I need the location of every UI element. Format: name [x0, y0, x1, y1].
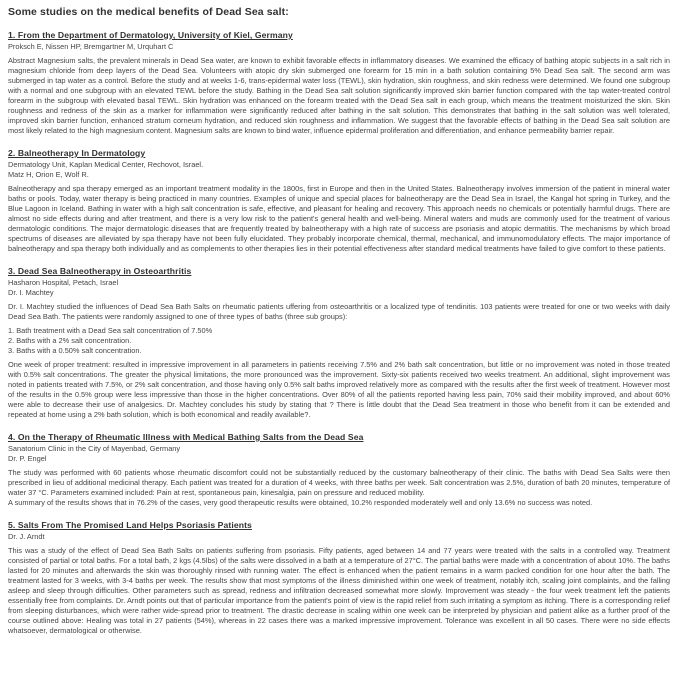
- section-3-authors: Dr. I. Machtey: [8, 288, 54, 297]
- bath-type-list-item-3: 3. Baths with a 0.50% salt concentration.: [8, 346, 142, 355]
- bath-type-list-item-2: 2. Baths with a 2% salt concentration.: [8, 336, 132, 345]
- section-3-results: One week of proper treatment: resulted in impressive improvement in all parameters in patients receiving 7.5% and 2% bath salt concentration, but little or no improvement was noted in those treated with 0.5% salt concentrations. The greater the physical limitations, the more pronounced was the improvement. Sixty-six patients received two weeks treatment. An additional, slight improvement was noted in patients treated with 7.5%, or 2% salt concentration, and those having only 0.5% salt baths improved relatively more as compared with the results after the first week of treatment. However most of the results in the 0.5% group were less impressive than those in the higher concentrations. Over 80% of all the patients reported having less pain, 70% said their mobility improved, and about 60% were able to decrease their use of analgesics. Dr. Machtey concludes his study by stating that ? There is little doubt that the Dead Sea treatment in those who benefit from it can be extended and repeated at home using a 2% bath solution, which is both economical and readily available?.: [8, 360, 670, 419]
- section-1-authors: Proksch E, Nissen HP, Bremgartner M, Urquhart C: [8, 42, 174, 51]
- section-3-heading: 3. Dead Sea Balneotherapy in Osteoarthritis: [8, 266, 192, 276]
- document-title: Some studies on the medical benefits of Dead Sea salt:: [8, 6, 289, 18]
- section-3-intro: Dr. I. Machtey studied the influences of Dead Sea Bath Salts on rheumatic patients uffering from osteoarthritis or a localized type of tendinitis. 103 patients were treated for one or two weeks with daily Dead Sea Bath. The patients were randomly assigned to one of three types of baths (three sub groups):: [8, 302, 670, 321]
- section-1-heading: 1. From the Department of Dermatology, University of Kiel, Germany: [8, 30, 293, 40]
- section-5-authors: Dr. J. Arndt: [8, 532, 45, 541]
- section-2-heading: 2. Balneotherapy In Dermatology: [8, 148, 146, 158]
- section-psoriasis: [8, 520, 670, 636]
- bath-type-list: [8, 326, 670, 356]
- section-rheumatic-illness: [8, 432, 670, 508]
- section-1-abstract: Abstract Magnesium salts, the prevalent minerals in Dead Sea water, are known to exhibit favorable effects in inflammatory diseases. We examined the efficacy of bathing atopic subjects in a salt rich in magnesium chloride from deep layers of the Dead Sea. Volunteers with atopic dry skin submerged one forearm for 15 min in a bath solution containing 5% Dead Sea salt. The second arm was submerged in tap water as a control. Before the study and at weeks 1-6, trans-epidermal water loss (TEWL), skin hydration, skin roughness, and skin redness were determined. We found one subgroup with a normal and one subgroup with an elevated TEWL before the study. Bathing in the Dead Sea salt solution significantly improved skin barrier function compared with the tap water-treated control forearm in the subgroup with elevated basal TEWL. Skin hydration was enhanced on the forearm treated with the Dead Sea salt in each group, which means the treatment moisturized the skin. Skin roughness and redness of the skin as a marker for inflammation were significantly reduced after bathing in the salt solution. This demonstrates that bathing in the salt solution was well tolerated, improved skin barrier function, enhanced stratum corneum hydration, and reduced skin roughness and inflammation. We suggest that the favorable effects of bathing in the Dead Sea salt solution are most likely related to the high magnesium content. Magnesium salts are known to bind water, influence epidermal proliferation and differentiation, and enhance permeability barrier repair.: [8, 56, 670, 135]
- section-4-affiliation: Sanatorium Clinic in the City of Mayenbad, Germany: [8, 444, 181, 453]
- section-4-summary: A summary of the results shows that in 76.2% of the cases, very good therapeutic results were obtained, 10.2% responded moderately well and only 13.6% no success was noted.: [8, 498, 593, 507]
- section-4-authors: Dr. P. Engel: [8, 454, 47, 463]
- bath-type-list-item-1: 1. Bath treatment with a Dead Sea salt concentration of 7.50%: [8, 326, 213, 335]
- section-5-heading: 5. Salts From The Promised Land Helps Psoriasis Patients: [8, 520, 252, 530]
- section-4-study: The study was performed with 60 patients whose rheumatic discomfort could not be substantially reduced by the customary balneotherapy of their clinic. The baths with Dead Sea Salts were then prescribed in lieu of additional medicinal therapy. Each patient was treated for a duration of 4 weeks, with three baths per week. Salt concentration was 2.5%, duration of bath 20 minutes, temperature of water 37 °C. Parameters examined included: Pain at rest, spontaneous pain, kinesalgia, pain on pressure and reduced mobility.: [8, 468, 670, 497]
- section-kiel-dermatology: [8, 30, 670, 136]
- section-osteoarthritis: [8, 266, 670, 420]
- section-3-affiliation: Hasharon Hospital, Petach, Israel: [8, 278, 119, 287]
- section-balneotherapy-dermatology: [8, 148, 670, 254]
- section-2-authors: Matz H, Orion E, Wolf R.: [8, 170, 89, 179]
- section-5-study: This was a study of the effect of Dead Sea Bath Salts on patients suffering from psoriasis. Fifty patients, aged between 14 and 77 years were treated with the salts in a controlled way. Treatment consisted of partial or total baths. For a total bath, 2 kgs (4.5lbs) of the salts were dissolved in a bath at a temperature of 27°C. The partial baths were made with a concentration of about 10%. The baths lasted for 20 minutes and afterwards the skin was thoroughly rinsed with running water. The effect is enhanced when the patient remains in a warm packed condition for one hour after the bath. The treatment lasted for 3 weeks, with 3-4 baths per week. The results show that most symptoms of the illness diminished within one week of treatment, notably itch, scaling joint complaints, and the falling asleep and sleep through difficulties. Other parameters such as spread, redness and infiltration decreased somewhat more slowly. Improvement was steady - the four week treatment left the patients essentially free from complaints. Dr. Arndt points out that of particular importance from the patient's point of view is the rapid relief from such irritating a symptom as itching. There is a corresponding relief from sleeping disturbances, which were rather wide-spread prior to treatment. The drastic decrease in scaling within one week can be interpreted by physician and patient alike as a further proof of the course outlined above: Healing was total in 27 patients (54%), whereas in 22 cases there was a marked impressive improvement. Tolerance was excellent in all 50 cases. There were no side effects whatsoever, dermatological or otherwise.: [8, 546, 670, 635]
- section-2-affiliation: Dermatology Unit, Kaplan Medical Center, Rechovot, Israel.: [8, 160, 204, 169]
- section-4-heading: 4. On the Therapy of Rheumatic Illness with Medical Bathing Salts from the Dead Sea: [8, 432, 364, 442]
- section-2-abstract: Balneotherapy and spa therapy emerged as an important treatment modality in the 1800s, first in Europe and then in the United States. Balneotherapy involves immersion of the patient in mineral water baths or pools. Today, water therapy is being practiced in many countries. Examples of unique and special places for balneotherapy are the Dead Sea in Israel, the Kangal hot spring in Turkey, and the Blue Lagoon in Iceland. Bathing in water with a high salt concentration is safe, effective, and pleasant for healing and recovery. This approach needs no chemicals or potentially harmful drugs. There are almost no side effects during and after treatment, and there is a very low risk to the patient's general health and well-being. Mineral waters and muds are commonly used for the treatment of various dermatologic conditions. The major dermatologic diseases that are frequently treated by balneotherapy with a high rate of success are psoriasis and atopic dermatitis. The mechanisms by which broad spectrums of diseases are alleviated by spa therapy have not been fully elucidated. They probably incorporate chemical, thermal, mechanical, and immunomodulatory effects. The major importance of balneotherapy and spa therapy both individually and as complements to other therapies lies in their potential effectiveness after standard medical treatments have failed to give comfort to these patients.: [8, 184, 670, 253]
